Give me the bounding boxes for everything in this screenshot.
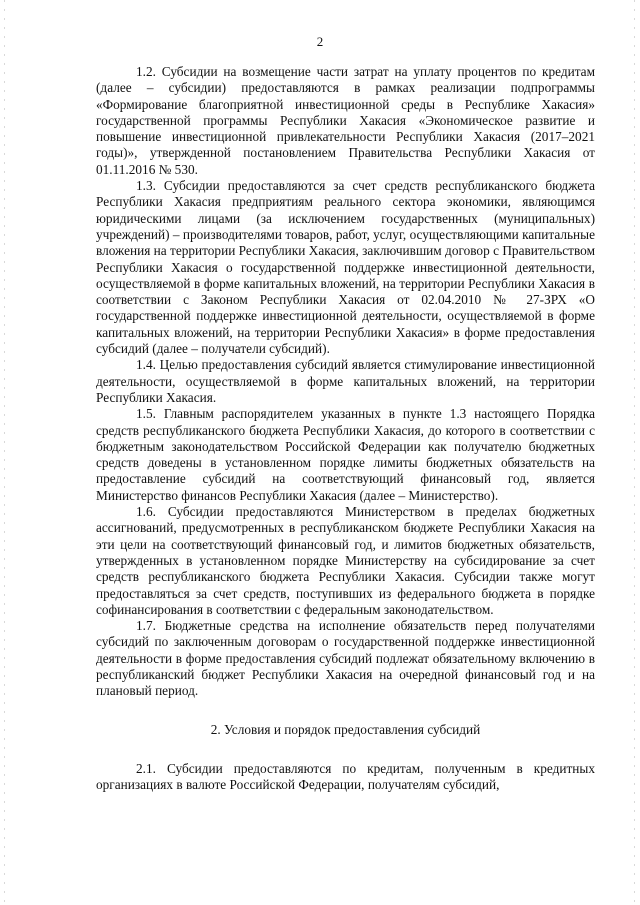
paragraph-1-7: 1.7. Бюджетные средства на исполнение обязательств перед получателями субсидий по заключенным договорам о государственной поддержке инвестиционной деятельности в форме предоставления субсидий подлежат обязательному включению в республиканский бюджет Республики Хакасия на очередной финансовый год и на плановый период. [96,618,595,699]
section-heading: 2. Условия и порядок предоставления субсидий [210,721,481,737]
paragraph-2-1: 2.1. Субсидии предоставляются по кредитам, полученным в кредитных организациях в валюте Российской Федерации, получателям субсидий, [96,760,595,793]
paragraph-1-2: 1.2. Субсидии на возмещение части затрат на уплату процентов по кредитам (далее – субсидии) предоставляются в рамках реализации подпрограммы «Формирование благоприятной инвестиционной среды в Республике Хакасия» государственной программы Республики Хакасия «Экономическое развитие и повышение инвестиционной привлекательности Республики Хакасия (2017–2021 годы)», утвержденной постановлением Правительства Республики Хакасия от 01.11.2016 № 530. [96,64,595,177]
paragraph-1-3: 1.3. Субсидии предоставляются за счет средств республиканского бюджета Республики Хакасия предприятиям реального сектора экономики, являющимся юридическими лицами (за исключением государственных (муниципальных) учреждений) – производителями товаров, работ, услуг, осуществляющими капитальные вложения на территории Республики Хакасия, заключившим договор с Правительством Республики Хакасия о государственной поддержке инвестиционной деятельности, осуществляемой в форме капитальных вложений, на территории Республики Хакасия в соответствии с Законом Республики Хакасия от 02.04.2010 № 27-ЗРХ «О государственной поддержке инвестиционной деятельности, осуществляемой в форме капитальных вложений, на территории Республики Хакасия» в форме предоставления субсидий (далее – получатели субсидий). [96,178,595,357]
page-number: 2 [316,34,324,49]
right-scan-edge [634,0,635,905]
paragraph-1-6: 1.6. Субсидии предоставляются Министерством в пределах бюджетных ассигнований, предусмотренных в республиканском бюджете Республики Хакасия на эти цели на соответствующий финансовый год, и лимитов бюджетных обязательств, утвержденных в установленном порядке Министерству на субсидирование за счет средств республиканского бюджета Республики Хакасия. Субсидии также могут предоставляться за счет средств, поступивших из федерального бюджета в порядке софинансирования в соответствии с федеральным законодательством. [96,504,595,617]
left-scan-edge [4,0,5,905]
paragraph-1-5: 1.5. Главным распорядителем указанных в пункте 1.3 настоящего Порядка средств республиканского бюджета Республики Хакасия, до которого в соответствии с бюджетным законодательством Российской Федерации как получателю бюджетных средств доведены в установленном порядке лимиты бюджетных обязательств на предоставление субсидий на соответствующий финансовый год, является Министерство финансов Республики Хакасия (далее – Министерство). [96,406,595,503]
paragraph-1-4: 1.4. Целью предоставления субсидий является стимулирование инвестиционной деятельности, осуществляемой в форме капитальных вложений, на территории Республики Хакасия. [96,357,595,405]
document-body [96,64,595,793]
